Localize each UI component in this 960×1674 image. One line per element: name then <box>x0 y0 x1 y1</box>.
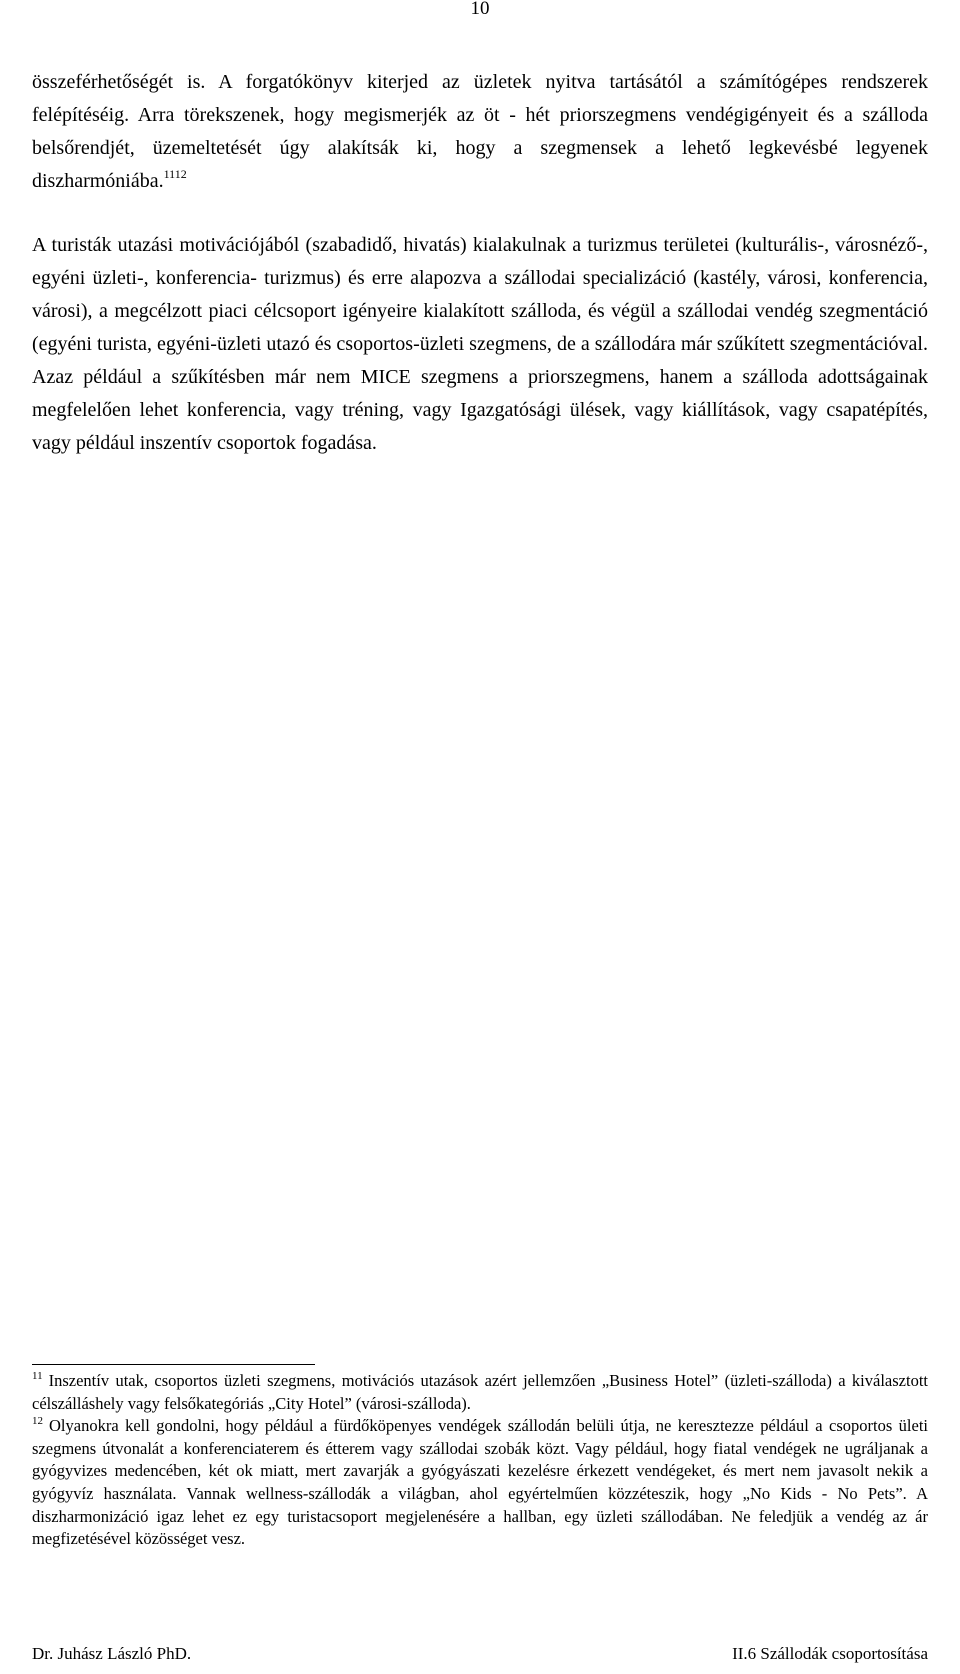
footnote-reference[interactable]: 1112 <box>163 167 187 181</box>
page-number: 10 <box>470 0 490 19</box>
paragraph-1-text: összeférhetőségét is. A forgatókönyv kiterjed az üzletek nyitva tartásától a számítógépes rendszerek felépítéséig. Arra törekszenek, hogy megismerjék az öt - hét priorszegmens vendégigényeit és a szálloda belsőrendjét, üzemeltetését úgy alakítsák ki, hogy a szegmensek a lehető legkevésbé legyenek diszharmóniába. <box>32 71 928 192</box>
footnote-number: 12 <box>32 1415 43 1428</box>
footnote-text: Inszentív utak, csoportos üzleti szegmens, motivációs utazások azért jellemzően „Business Hotel” (üzleti-szálloda) a kiválasztott célszálláshely vagy felsőkategóriás „City Hotel” (városi-szálloda). <box>32 1371 928 1413</box>
footnote-11 <box>32 1370 928 1415</box>
footnote-separator <box>32 1364 315 1365</box>
footer-section-title: II.6 Szállodák csoportosítása <box>732 1644 928 1663</box>
body-paragraph-1 <box>32 66 928 198</box>
footer-author: Dr. Juhász László PhD. <box>32 1644 192 1663</box>
body-paragraph-2: A turisták utazási motivációjából (szabadidő, hivatás) kialakulnak a turizmus területei (kulturális-, városnéző-, egyéni üzleti-, konferencia- turizmus) és erre alapozva a szállodai specializáció (kastély, városi, konferencia, városi), a megcélzott piaci célcsoport igényeire kialakított szálloda, és végül a szállodai vendég szegmentáció (egyéni turista, egyéni-üzleti utazó és csoportos-üzleti szegmens, de a szállodára már szűkített szegmentációval. Azaz például a szűkítésben már nem MICE szegmens a priorszegmens, hanem a szálloda adottságainak megfelelően lehet konferencia, vagy tréning, vagy Igazgatósági ülések, vagy kiállítások, vagy csapatépítés, vagy például inszentív csoportok fogadása. <box>32 234 928 454</box>
footnotes-section <box>32 1370 928 1551</box>
footnote-text: Olyanokra kell gondolni, hogy például a fürdőköpenyes vendégek szállodán belüli útja, ne keresztezze például a csoportos ületi szegmens útvonalát a konferenciaterem és étterem vagy szállodai szobák közt. Vagy például, hogy fiatal vendégek ne ugráljanak a gyógyvizes medencében, két ok miatt, mert zavarják a gyógyászati kezelésre érkezett vendégeket, és mert nem javasolt nekik a gyógyvíz használata. Vannak wellness-szállodák a világban, ahol egyértelműen közzéteszik, hogy „No Kids - No Pets”. A diszharmonizáció igaz lehet ez egy turistacsoport megjelenésére a hallban, egy üzleti szállodában. Ne feledjük a vendég az ár megfizetésével közösséget vesz. <box>32 1416 928 1549</box>
footnote-number: 11 <box>32 1370 43 1382</box>
footnote-12 <box>32 1415 928 1551</box>
